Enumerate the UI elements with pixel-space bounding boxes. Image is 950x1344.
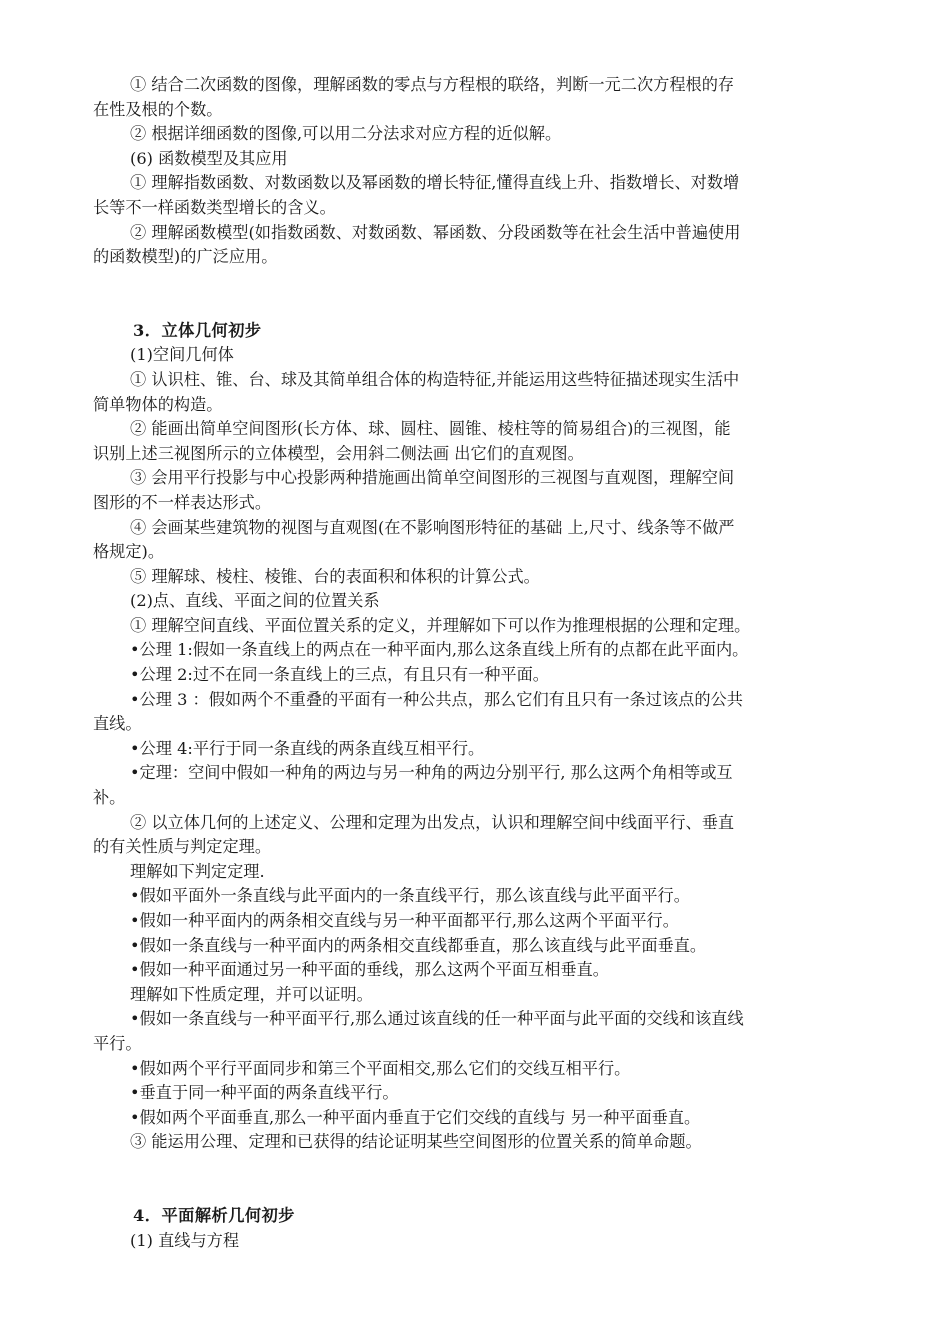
text-line: ① 理解指数函数、对数函数以及幂函数的增长特征,懂得直线上升、指数增长、对数增: [130, 173, 740, 193]
text-line: •假如一条直线与一种平面平行,那么通过该直线的任一种平面与此平面的交线和该直线: [130, 1009, 744, 1029]
text-line: (1)空间几何体: [130, 345, 234, 365]
text-line: (6) 函数模型及其应用: [130, 148, 288, 168]
text-line: •假如一种平面内的两条相交直线与另一种平面都平行,那么这两个平面平行。: [130, 911, 679, 930]
text-line: 的有关性质与判定定理。: [93, 837, 272, 857]
text-line: 的函数模型)的广泛应用。: [93, 247, 278, 267]
text-line: ③ 能运用公理、定理和已获得的结论证明某些空间图形的位置关系的简单命题。: [130, 1132, 702, 1152]
text-line: 长等不一样函数类型增长的含义。: [93, 197, 336, 217]
text-line: 理解如下性质定理，并可以证明。: [130, 984, 373, 1004]
text-line: •公理 2:过不在同一条直线上的三点，有且只有一种平面。: [130, 665, 549, 685]
text-line: •假如两个平行平面同步和第三个平面相交,那么它们的交线互相平行。: [130, 1058, 631, 1078]
text-line: 直线。: [93, 714, 142, 734]
text-line: ② 以立体几何的上述定义、公理和定理为出发点，认识和理解空间中线面平行、垂直: [130, 812, 735, 832]
text-line: ② 理解函数模型(如指数函数、对数函数、幂函数、分段函数等在社会生活中普遍使用: [130, 222, 741, 242]
text-line: •假如平面外一条直线与此平面内的一条直线平行，那么该直线与此平面平行。: [130, 886, 690, 906]
text-line: 图形的不一样表达形式。: [93, 492, 272, 512]
document-body: [93, 73, 865, 1253]
text-line: ① 理解空间直线、平面位置关系的定义，并理解如下可以作为推理根据的公理和定理。: [130, 615, 751, 635]
text-line: •假如一种平面通过另一种平面的垂线，那么这两个平面互相垂直。: [130, 960, 609, 980]
text-line: 理解如下判定定理.: [130, 861, 265, 881]
text-line: 识别上述三视图所示的立体模型，会用斜二侧法画 出它们的直观图。: [93, 443, 584, 463]
text-line: •公理 4:平行于同一条直线的两条直线互相平行。: [130, 738, 485, 758]
text-line: ⑤ 理解球、棱柱、棱锥、台的表面积和体积的计算公式。: [130, 566, 540, 586]
text-line: 补。: [93, 788, 126, 808]
text-line: •假如两个平面垂直,那么一种平面内垂直于它们交线的直线与 另一种平面垂直。: [130, 1107, 701, 1127]
section-spacer: [93, 270, 865, 319]
text-line: ② 根据详细函数的图像,可以用二分法求对应方程的近似解。: [130, 124, 562, 144]
text-line: 简单物体的构造。: [93, 394, 223, 414]
text-line: •垂直于同一种平面的两条直线平行。: [130, 1083, 399, 1103]
text-line: ② 能画出简单空间图形(长方体、球、圆柱、圆锥、棱柱等的简易组合)的三视图，能: [130, 419, 731, 439]
text-line: 在性及根的个数。: [93, 99, 223, 119]
text-line: •公理 3 ：假如两个不重叠的平面有一种公共点，那么它们有且只有一条过该点的公共: [130, 689, 743, 709]
text-line: 平行。: [93, 1033, 142, 1053]
text-line: (2)点、直线、平面之间的位置关系: [130, 591, 380, 611]
text-line: (1) 直线与方程: [130, 1230, 240, 1250]
text-line: ① 认识柱、锥、台、球及其简单组合体的构造特征,并能运用这些特征描述现实生活中: [130, 369, 740, 389]
text-line: •假如一条直线与一种平面内的两条相交直线都垂直，那么该直线与此平面垂直。: [130, 935, 707, 955]
text-line: ① 结合二次函数的图像，理解函数的零点与方程根的联络，判断一元二次方程根的存: [130, 75, 735, 94]
section-spacer: [93, 1155, 865, 1204]
text-line: ④ 会画某些建筑物的视图与直观图(在不影响图形特征的基础 上,尺寸、线条等不做严: [130, 517, 735, 537]
text-line: •公理 1:假如一条直线上的两点在一种平面内,那么这条直线上所有的点都在此平面内。: [130, 640, 749, 660]
section-heading: 4．平面解析几何初步: [133, 1205, 295, 1225]
section-heading: 3．立体几何初步: [133, 320, 262, 340]
text-line: •定理：空间中假如一种角的两边与另一种角的两边分别平行, 那么这两个角相等或互: [130, 763, 733, 783]
text-line: ③ 会用平行投影与中心投影两种措施画出简单空间图形的三视图与直观图，理解空间: [130, 468, 735, 488]
text-line: 格规定)。: [93, 542, 165, 562]
